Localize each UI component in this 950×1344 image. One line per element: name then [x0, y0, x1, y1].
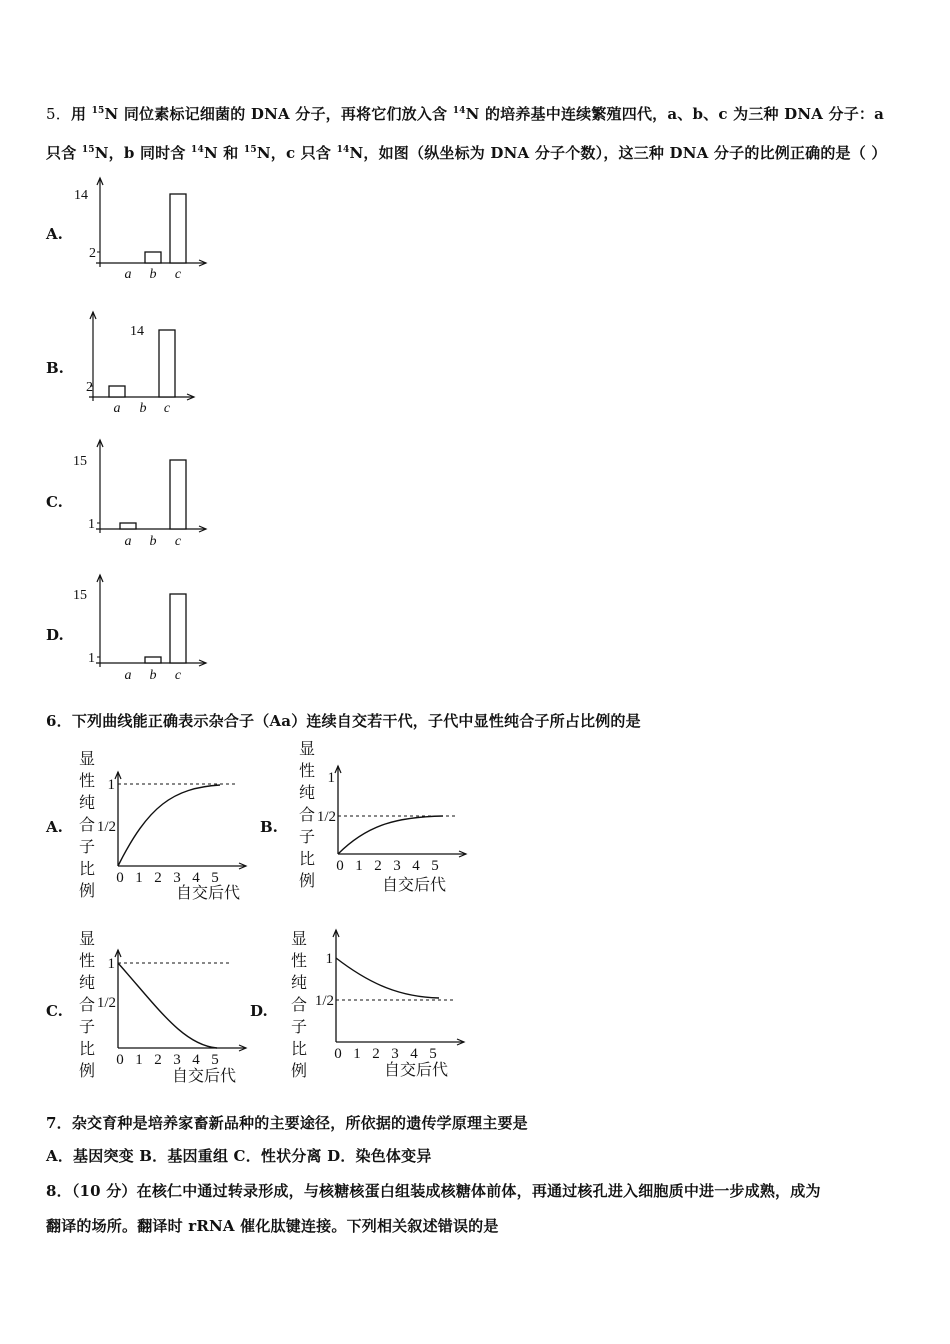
q6-graphb-xtick-4: 4	[412, 858, 420, 874]
q6a-ylabel	[78, 748, 96, 902]
q5-chartc-ytick-low: 1	[88, 517, 95, 532]
ylabel-char: 性	[290, 951, 307, 970]
q5-option-a-label: A.	[46, 225, 63, 243]
q6-graphd-ylabel-one: 1	[325, 951, 333, 967]
ylabel-char: 例	[298, 871, 315, 890]
q6-grapha-xtick-3: 3	[173, 870, 181, 886]
q6-grapha-xtick-1: 1	[135, 870, 143, 886]
ylabel-char: 显	[298, 739, 315, 758]
q6d-ylabel	[290, 928, 308, 1082]
q6-graphb-ylabel-half: 1/2	[316, 809, 336, 825]
q5-chartd-xtick-a: a	[124, 668, 132, 683]
q6-graphc-xtick-1: 1	[135, 1052, 143, 1068]
q5-charta-ytick-low: 2	[89, 246, 96, 261]
ylabel-char: 比	[78, 859, 95, 878]
superscript-14: 14	[452, 106, 466, 116]
q6-graphc-xtick-5: 5	[211, 1052, 219, 1068]
ylabel-char: 子	[78, 1017, 95, 1036]
ylabel-char: 性	[78, 771, 95, 790]
q5-chartc-xtick-c: c	[174, 534, 182, 549]
q6-graphc-ylabel-one: 1	[107, 956, 115, 972]
q6-graphc-xtick-3: 3	[173, 1052, 181, 1068]
q6-graphb-xtick-1: 1	[355, 858, 363, 874]
q5-number: 5．	[46, 105, 71, 123]
q5-charta-xtick-b: b	[149, 267, 157, 282]
q6-grapha-curve	[118, 785, 220, 866]
q5-chartd-bar-b	[145, 657, 161, 663]
q5-chartc-xtick-b: b	[149, 534, 157, 549]
q5-chartd-ytick-low: 1	[88, 651, 95, 666]
q5-chartb-ytick-low: 2	[86, 380, 93, 395]
ylabel-char: 显	[290, 929, 307, 948]
q5-text-part: N 同位素标记细菌的 DNA 分子，再将它们放入含	[104, 105, 453, 123]
ylabel-char: 纯	[78, 973, 95, 992]
q5-chartc-bar-a	[120, 523, 136, 529]
q6-graphc-xtick-0: 0	[116, 1052, 124, 1068]
q6-option-c-label: C.	[46, 1002, 63, 1020]
q5-text-part: N，b 同时含	[94, 144, 192, 162]
q5-text-part: N，如图（纵坐标为 DNA 分子个数），这三种 DNA 分子的比例正确的是（ ）	[349, 144, 887, 162]
superscript-15: 15	[91, 106, 105, 116]
q5-chartc-ytick-top: 15	[73, 454, 87, 469]
ylabel-char: 合	[78, 815, 95, 834]
q5-chartd-bar-c	[170, 594, 186, 663]
q6-graphd-xtick-3: 3	[391, 1046, 399, 1062]
q6-grapha-xtick-0: 0	[116, 870, 124, 886]
q6-graphd-xtick-2: 2	[372, 1046, 380, 1062]
q6-grapha-xtick-2: 2	[154, 870, 162, 886]
q5-text-part: 用	[70, 105, 92, 123]
q5-chartc-xtick-a: a	[124, 534, 132, 549]
q6-graphb-curve	[338, 816, 443, 854]
q6-graphd-xtick-5: 5	[429, 1046, 437, 1062]
q6-graphc-xlabel: 自交后代	[172, 1068, 237, 1085]
superscript-15: 15	[81, 145, 95, 155]
q6-grapha-xtick-4: 4	[192, 870, 200, 886]
q6-graphb-xtick-0: 0	[336, 858, 344, 874]
q6-grapha-xtick-5: 5	[211, 870, 219, 886]
superscript-14: 14	[191, 145, 204, 155]
superscript-15: 15	[243, 145, 257, 155]
q6-text: 6．下列曲线能正确表示杂合子（Aa）连续自交若干代，子代中显性纯合子所占比例的是	[46, 712, 641, 730]
ylabel-char: 性	[78, 951, 95, 970]
q6-graphb-xtick-3: 3	[393, 858, 401, 874]
ylabel-char: 纯	[78, 793, 95, 812]
q6-graphc-xtick-4: 4	[192, 1052, 200, 1068]
q5-option-c-label: C.	[46, 493, 63, 511]
q6-graphd-xtick-0: 0	[334, 1046, 342, 1062]
ylabel-char: 合	[290, 995, 307, 1014]
q6-graphd-curve	[336, 958, 439, 998]
ylabel-char: 纯	[298, 783, 315, 802]
q5-chartb-bar-a	[109, 386, 125, 397]
q6-graphd-xtick-4: 4	[410, 1046, 418, 1062]
q5-chartb-ytick-top: 14	[130, 324, 144, 339]
q6-graphb-xtick-5: 5	[431, 858, 439, 874]
ylabel-char: 子	[78, 837, 95, 856]
q6-option-d-label: D.	[250, 1002, 268, 1020]
q5-chartb-xtick-a: a	[113, 401, 121, 416]
q8-line2: 翻译的场所。翻译时 rRNA 催化肽键连接。下列相关叙述错误的是	[46, 1217, 499, 1235]
q6-graphb-xlabel: 自交后代	[382, 877, 447, 894]
q5-chartb-xtick-c: c	[163, 401, 171, 416]
q6-grapha-xlabel: 自交后代	[176, 885, 241, 902]
q7-text: 7．杂交育种是培养家畜新品种的主要途径，所依据的遗传学原理主要是	[46, 1114, 528, 1132]
ylabel-char: 例	[78, 1061, 95, 1080]
q5-chartb-bar-c	[159, 330, 175, 397]
q6-grapha-ylabel-one: 1	[107, 777, 115, 793]
q5-charta-bar-c	[170, 194, 186, 263]
q6-graphd-xlabel: 自交后代	[384, 1062, 449, 1079]
q6-option-b-label: B.	[260, 818, 278, 836]
q7-answers: A．基因突变 B．基因重组 C．性状分离 D．染色体变异	[46, 1147, 432, 1165]
q5-chartd-xtick-b: b	[149, 668, 157, 683]
q5-chartb-xtick-b: b	[139, 401, 147, 416]
ylabel-char: 例	[78, 881, 95, 900]
ylabel-char: 显	[78, 929, 95, 948]
superscript-14: 14	[336, 145, 350, 155]
q6-graphc-curve	[118, 963, 217, 1048]
ylabel-char: 子	[290, 1017, 307, 1036]
q6-graphc-ylabel-half: 1/2	[96, 995, 116, 1011]
ylabel-char: 合	[78, 995, 95, 1014]
q6-option-a-label: A.	[46, 818, 63, 836]
q5-charta-ytick-top: 14	[74, 188, 88, 203]
q5-charta-bar-b	[145, 252, 161, 263]
q6-graphd-ylabel-half: 1/2	[314, 993, 334, 1009]
ylabel-char: 比	[290, 1039, 307, 1058]
q5-option-b-label: B.	[46, 359, 64, 377]
ylabel-char: 例	[290, 1061, 307, 1080]
ylabel-char: 合	[298, 805, 315, 824]
q5-option-d-label: D.	[46, 626, 64, 644]
ylabel-char: 性	[298, 761, 315, 780]
ylabel-char: 显	[78, 749, 95, 768]
q6-grapha-ylabel-half: 1/2	[96, 819, 116, 835]
q5-chartd-xtick-c: c	[174, 668, 182, 683]
q5-text-part: N 的培养基中连续繁殖四代，a、b、c 为三种 DNA 分子：a	[465, 105, 885, 123]
q5-text-part: N，c 只含	[256, 144, 337, 162]
q6-graphb-xtick-2: 2	[374, 858, 382, 874]
q5-text-part: 只含	[46, 144, 82, 162]
q6c-ylabel	[78, 928, 96, 1082]
q5-text-part: N 和	[203, 144, 244, 162]
q5-chartc-bar-c	[170, 460, 186, 529]
q5-charta-xtick-a: a	[124, 267, 132, 282]
q5-charta-xtick-c: c	[174, 267, 182, 282]
q6-graphd-xtick-1: 1	[353, 1046, 361, 1062]
q6b-ylabel	[298, 738, 316, 892]
ylabel-char: 纯	[290, 973, 307, 992]
ylabel-char: 子	[298, 827, 315, 846]
q6-graphb-ylabel-one: 1	[327, 770, 335, 786]
q5-chartd-ytick-top: 15	[73, 588, 87, 603]
ylabel-char: 比	[298, 849, 315, 868]
q8-line1: 8．（10 分）在核仁中通过转录形成，与核糖核蛋白组装成核糖体前体，再通过核孔进入细胞质中进一步成熟，成为	[46, 1182, 821, 1200]
q6-graphc-xtick-2: 2	[154, 1052, 162, 1068]
ylabel-char: 比	[78, 1039, 95, 1058]
